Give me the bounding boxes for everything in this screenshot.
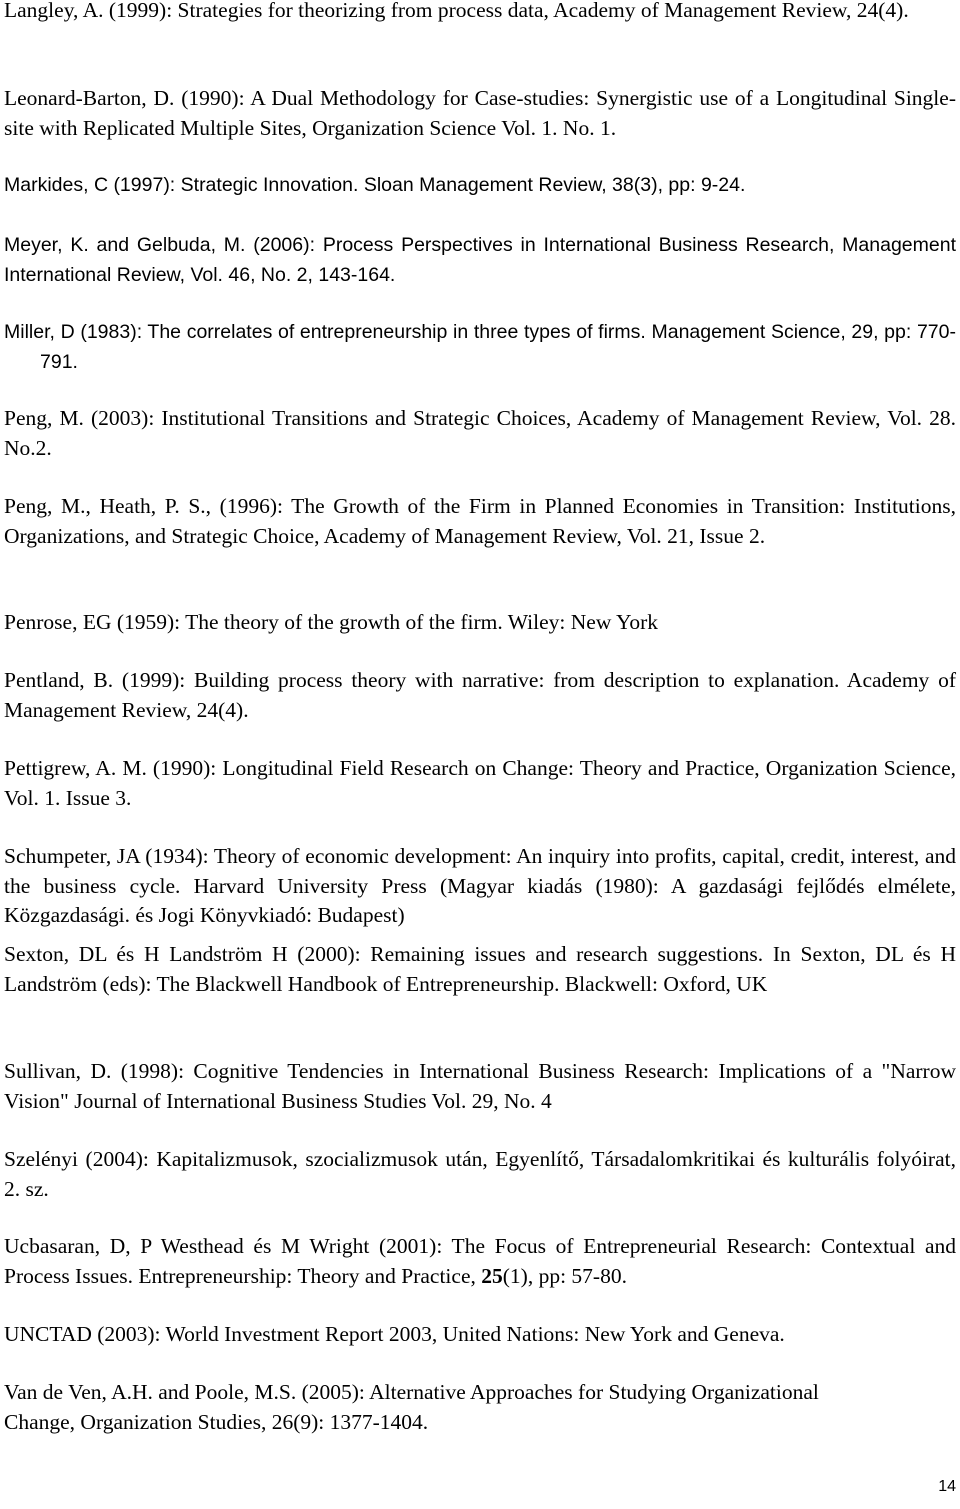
reference-ucbasaran-text: Ucbasaran, D, P Westhead és M Wright (2001): The Focus of Entrepreneurial Research: Contextual and Process Issues. Entrepreneurship: Theory and Practice, [4, 1234, 956, 1288]
reference-szelenyi: Szelényi (2004): Kapitalizmusok, szocializmusok után, Egyenlítő, Társadalomkritikai és kulturális folyóirat, 2. sz. [4, 1147, 956, 1201]
reference-sexton-landstrom: Sexton, DL és H Landström H (2000): Remaining issues and research suggestions. In Sexton, DL és H Landström (eds): The Blackwell Handbook of Entrepreneurship. Blackwell: Oxford, UK [4, 942, 956, 996]
reference-unctad: UNCTAD (2003): World Investment Report 2003, United Nations: New York and Geneva. [4, 1322, 785, 1346]
reference-ucbasaran [4, 1232, 956, 1291]
reference-sullivan: Sullivan, D. (1998): Cognitive Tendencies in International Business Research: Implications of a "Narrow Vision" Journal of International Business Studies Vol. 29, No. 4 [4, 1059, 956, 1113]
reference-van-de-ven-poole: Van de Ven, A.H. and Poole, M.S. (2005): Alternative Approaches for Studying Organizational Change, Organization Studies, 26(9): 1377-1404. [4, 1380, 819, 1434]
reference-penrose: Penrose, EG (1959): The theory of the growth of the firm. Wiley: New York [4, 610, 658, 634]
reference-ucbasaran-pages: (1), pp: 57-80. [502, 1263, 627, 1288]
reference-meyer-gelbuda: Meyer, K. and Gelbuda, M. (2006): Process Perspectives in International Business Research, Management International Review, Vol. 46, No. 2, 143-164. [4, 234, 956, 286]
reference-leonard-barton: Leonard-Barton, D. (1990): A Dual Methodology for Case-studies: Synergistic use of a Longitudinal Single-site with Replicated Multiple Sites, Organization Science Vol. 1. No. 1. [4, 86, 956, 140]
reference-markides: Markides, C (1997): Strategic Innovation. Sloan Management Review, 38(3), pp: 9-24. [4, 174, 746, 196]
reference-pettigrew: Pettigrew, A. M. (1990): Longitudinal Field Research on Change: Theory and Practice, Organization Science, Vol. 1. Issue 3. [4, 756, 956, 810]
reference-ucbasaran-volume: 25 [481, 1263, 503, 1288]
reference-peng-2003: Peng, M. (2003): Institutional Transitions and Strategic Choices, Academy of Management Review, Vol. 28. No.2. [4, 406, 956, 460]
page-number: 14 [938, 1478, 956, 1495]
reference-peng-heath: Peng, M., Heath, P. S., (1996): The Growth of the Firm in Planned Economies in Transition: Institutions, Organizations, and Strategic Choice, Academy of Management Review, Vol. 21, Issue 2. [4, 494, 956, 548]
reference-schumpeter: Schumpeter, JA (1934): Theory of economic development: An inquiry into profits, capital, credit, interest, and the business cycle. Harvard University Press (Magyar kiadás (1980): A gazdasági fejlődés elmélete, Közgazdasági. és Jogi Könyvkiadó: Budapest) [4, 844, 956, 927]
reference-pentland: Pentland, B. (1999): Building process theory with narrative: from description to explanation. Academy of Management Review, 24(4). [4, 668, 956, 722]
reference-langley: Langley, A. (1999): Strategies for theorizing from process data, Academy of Management Review, 24(4). [4, 0, 909, 22]
reference-miller: Miller, D (1983): The correlates of entrepreneurship in three types of firms. Management Science, 29, pp: 770-791. [4, 321, 956, 373]
